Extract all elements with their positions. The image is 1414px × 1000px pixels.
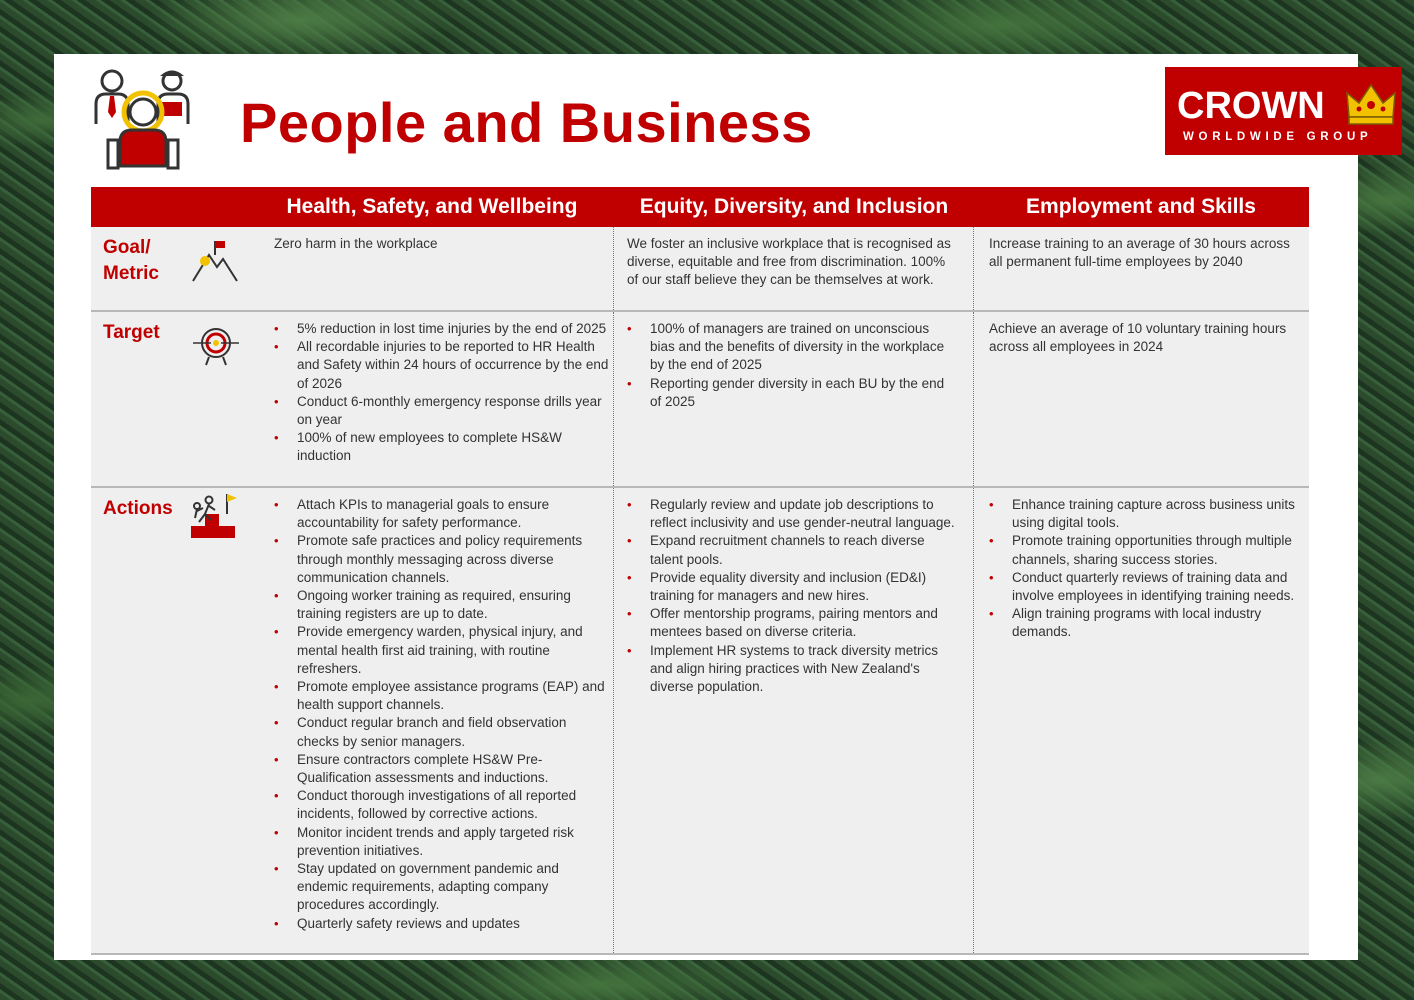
list-item: • Conduct regular branch and field observation checks by senior managers. (274, 714, 609, 750)
list-item: • Conduct 6-monthly emergency response drills year on year (274, 393, 609, 429)
actions-list-edi (627, 488, 957, 696)
column-divider (613, 312, 614, 486)
logo-wordmark: CROWN (1177, 85, 1325, 127)
row-label-target: Target (103, 322, 160, 343)
goal-text-hsw: Zero harm in the workplace (274, 236, 438, 251)
crown-logo (1165, 67, 1402, 155)
list-item: • Promote training opportunities through multiple channels, sharing success stories. (989, 532, 1307, 568)
list-item: • 5% reduction in lost time injuries by the end of 2025 (274, 320, 609, 338)
actions-list-hsw (274, 488, 609, 933)
target-cell-hsw (274, 312, 609, 486)
row-label-actions: Actions (103, 498, 173, 519)
list-item: • Align training programs with local industry demands. (989, 605, 1307, 641)
list-item: • Offer mentorship programs, pairing mentors and mentees based on diverse criteria. (627, 605, 957, 641)
target-list-edi (627, 312, 957, 411)
row-label-goal (103, 235, 159, 287)
logo-subtitle: WORLDWIDE GROUP (1183, 131, 1373, 143)
list-item: • Implement HR systems to track diversity metrics and align hiring practices with New Zealand's diverse population. (627, 642, 957, 697)
page-title: People and Business (240, 91, 813, 154)
list-item: • Promote safe practices and policy requirements through monthly messaging across diverse communication channels. (274, 532, 609, 587)
list-item: • Enhance training capture across business units using digital tools. (989, 496, 1307, 532)
target-icon (191, 326, 241, 366)
column-divider (613, 227, 614, 310)
table-header (91, 187, 1309, 227)
list-item: • Ensure contractors complete HS&W Pre-Qualification assessments and inductions. (274, 751, 609, 787)
column-divider (973, 488, 974, 953)
people-business-icon (90, 66, 196, 172)
list-item: • Monitor incident trends and apply targeted risk prevention initiatives. (274, 824, 609, 860)
goal-text-skills: Increase training to an average of 30 hours across all permanent full-time employees by 2040 (989, 236, 1290, 270)
goal-text-edi: We foster an inclusive workplace that is recognised as diverse, equitable and free from discrimination. 100% of our staff believe they can be themselves at work. (627, 236, 951, 288)
list-item: • Regularly review and update job descriptions to reflect inclusivity and use gender-neutral language. (627, 496, 957, 532)
target-text-skills: Achieve an average of 10 voluntary training hours across all employees in 2024 (989, 321, 1287, 355)
list-item: • Attach KPIs to managerial goals to ensure accountability for safety performance. (274, 496, 609, 532)
list-item: • All recordable injuries to be reported to HR Health and Safety within 24 hours of occurrence by the end of 2026 (274, 338, 609, 393)
actions-list-skills (989, 488, 1307, 642)
column-divider (613, 488, 614, 953)
table-row-target (91, 312, 1309, 488)
table-row-goal (91, 227, 1309, 312)
goal-cell-skills (989, 227, 1304, 310)
list-item: • Conduct quarterly reviews of training data and involve employees in identifying training needs. (989, 569, 1307, 605)
list-item: • Conduct thorough investigations of all reported incidents, followed by corrective actions. (274, 787, 609, 823)
list-item: • 100% of new employees to complete HS&W induction (274, 429, 609, 465)
slide-card (54, 54, 1373, 960)
goal-cell-hsw (274, 227, 609, 310)
list-item: • Quarterly safety reviews and updates (274, 915, 609, 933)
list-item: • Provide equality diversity and inclusion (ED&I) training for managers and new hires. (627, 569, 957, 605)
actions-cell-skills (989, 488, 1307, 953)
climbing-stairs-icon (189, 492, 239, 540)
crown-icon (1345, 81, 1397, 127)
column-header-hsw: Health, Safety, and Wellbeing (286, 195, 578, 218)
target-cell-edi (627, 312, 957, 486)
column-header-edi: Equity, Diversity, and Inclusion (639, 195, 949, 218)
list-item: • Provide emergency warden, physical injury, and mental health first aid training, with routine refreshers. (274, 623, 609, 678)
mountain-flag-icon (191, 239, 239, 283)
list-item: • Promote employee assistance programs (EAP) and health support channels. (274, 678, 609, 714)
target-list-hsw (274, 312, 609, 466)
column-header-skills: Employment and Skills (1026, 195, 1256, 218)
list-item: • Reporting gender diversity in each BU by the end of 2025 (627, 375, 957, 411)
row-label-goal-line2: Metric (103, 263, 159, 284)
list-item: • Ongoing worker training as required, ensuring training registers are up to date. (274, 587, 609, 623)
table-row-actions (91, 488, 1309, 955)
row-label-goal-line1: Goal/ (103, 237, 151, 258)
list-item: • Stay updated on government pandemic and endemic requirements, adapting company procedures accordingly. (274, 860, 609, 915)
goal-cell-edi (627, 227, 952, 310)
target-cell-skills (989, 312, 1304, 486)
column-divider (973, 227, 974, 310)
actions-cell-edi (627, 488, 957, 953)
list-item: • 100% of managers are trained on unconscious bias and the benefits of diversity in the workplace by the end of 2025 (627, 320, 957, 375)
actions-cell-hsw (274, 488, 609, 953)
list-item: • Expand recruitment channels to reach diverse talent pools. (627, 532, 957, 568)
column-divider (973, 312, 974, 486)
